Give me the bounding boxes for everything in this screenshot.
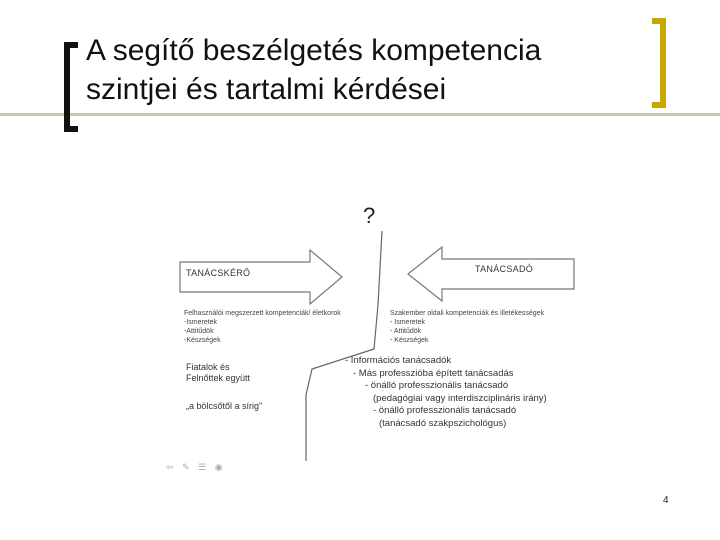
audience-line-2: Felnőttek együtt — [186, 373, 251, 383]
service-item: (tanácsadó szakpszichológus) — [379, 417, 507, 429]
competence-diagram — [150, 195, 600, 485]
service-item: - önálló professzionális tanácsadó — [373, 405, 517, 416]
client-competences-heading: Felhasználói megszerzett kompetenciák/ életkorok — [184, 310, 341, 317]
expert-competence-item: - Attitűdök — [390, 328, 422, 335]
expert-competences-block — [390, 309, 544, 345]
service-item: (pedagógiai vagy interdiszciplináris irány) — [373, 392, 547, 404]
counseling-services-list — [345, 355, 547, 430]
title-divider-line — [0, 113, 720, 116]
lifelong-quote: „a bölcsőtől a sírig" — [186, 401, 263, 411]
client-competence-item: -Ismeretek — [184, 319, 218, 326]
menu-icon[interactable]: ☰ — [198, 462, 210, 472]
left-bracket-decoration — [64, 42, 78, 132]
service-item: - Információs tanácsadók — [345, 355, 452, 366]
service-item: - Más professzióba épített tanácsadás — [353, 367, 514, 379]
sound-icon[interactable]: ◉ — [214, 462, 226, 472]
audience-line-1: Fiatalok és — [186, 362, 230, 372]
slide-title-line-1: A segítő beszélgetés kompetencia — [86, 34, 542, 67]
back-arrow-icon[interactable]: ⇦ — [166, 462, 177, 472]
client-competences-block — [184, 309, 341, 345]
question-mark: ? — [363, 203, 376, 228]
slide-title-line-2: szintjei és tartalmi kérdései — [86, 73, 447, 106]
slide-title — [86, 31, 646, 109]
audience-text — [186, 362, 250, 384]
tanacsado-label: TANÁCSADÓ — [475, 264, 534, 274]
tanacsado-arrow — [408, 247, 574, 301]
service-item: - önálló professzionális tanácsadó — [365, 380, 509, 391]
pen-icon[interactable]: ✎ — [182, 462, 193, 472]
page-number: 4 — [663, 495, 669, 506]
right-bracket-decoration — [652, 18, 666, 108]
expert-competence-item: - Ismeretek — [390, 319, 426, 326]
expert-competence-item: - Készségek — [390, 337, 429, 344]
tanacskero-label: TANÁCSKÉRŐ — [186, 268, 251, 278]
client-competence-item: -Készségek — [184, 337, 221, 344]
slide-nav-toolbar — [166, 462, 226, 473]
client-competence-item: -Attitűdök — [184, 328, 214, 335]
expert-competences-heading: Szakember oldali kompetenciák és illetékességek — [390, 310, 545, 317]
